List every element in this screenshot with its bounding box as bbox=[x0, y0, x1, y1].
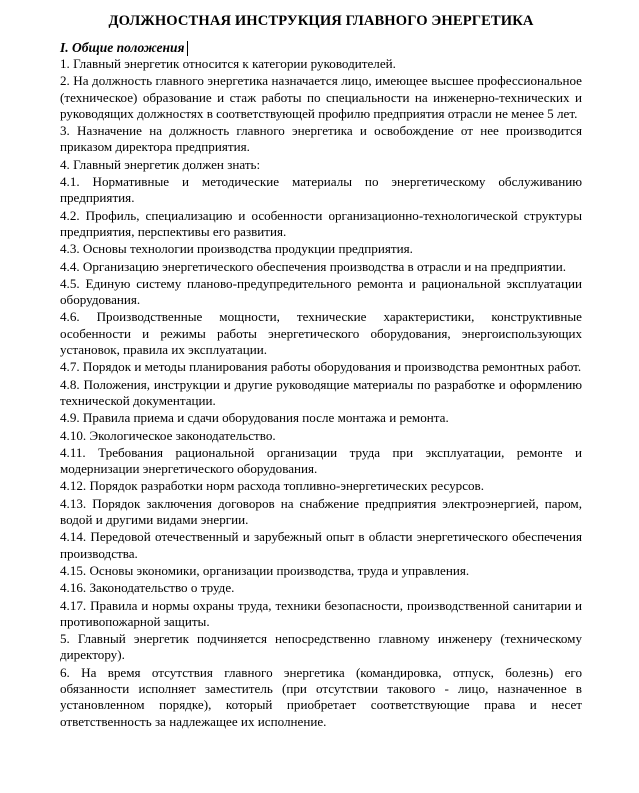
paragraph: 4.9. Правила приема и сдачи оборудования после монтажа и ремонта. bbox=[60, 410, 449, 426]
paragraph: 4.2. Профиль, специализацию и особенности организационно-технологической структуры предприятия, перспективы его развития. bbox=[60, 207, 582, 239]
document-title: ДОЛЖНОСТНАЯ ИНСТРУКЦИЯ ГЛАВНОГО ЭНЕРГЕТИКА bbox=[108, 13, 534, 29]
paragraph: 5. Главный энергетик подчиняется непосредственно главному инженеру (техническому директору). bbox=[60, 631, 582, 663]
section-heading bbox=[60, 40, 582, 56]
paragraph: 4.10. Экологическое законодательство. bbox=[60, 427, 276, 443]
paragraph: 4. Главный энергетик должен знать: bbox=[60, 156, 261, 172]
paragraph: 4.14. Передовой отечественный и зарубежный опыт в области энергетического обеспечения производства. bbox=[60, 529, 582, 561]
paragraph: 4.1. Нормативные и методические материалы по энергетическому обслуживанию предприятия. bbox=[60, 174, 582, 206]
paragraph: 2. На должность главного энергетика назначается лицо, имеющее высшее профессиональное (техническое) образование и стаж работы по специальности на инженерно-технических и руководящих должностях в соответствующей профилю предприятия отрасли не менее 5 лет. bbox=[60, 73, 582, 121]
paragraph: 4.5. Единую систему планово-предупредительного ремонта и рациональной эксплуатации оборудования. bbox=[60, 275, 582, 308]
paragraph: 1. Главный энергетик относится к категории руководителей. bbox=[60, 56, 396, 71]
paragraph: 4.7. Порядок и методы планирования работы оборудования и производства ремонтных работ. bbox=[60, 359, 582, 375]
paragraph: 6. На время отсутствия главного энергетика (командировка, отпуск, болезнь) его обязанности исполняет заместитель (при отсутствии такового - лицо, назначенное в установленном порядке), который приобретает соответствующие права и несет ответственность за надлежащее их исполнение. bbox=[60, 664, 582, 729]
paragraph: 4.15. Основы экономики, организации производства, труда и управления. bbox=[60, 562, 470, 578]
paragraph: 4.17. Правила и нормы охраны труда, техники безопасности, производственной санитарии и противопожарной защиты. bbox=[60, 597, 582, 629]
paragraph: 4.16. Законодательство о труде. bbox=[60, 580, 235, 596]
paragraph: 4.13. Порядок заключения договоров на снабжение предприятия электроэнергией, паром, водой и другими видами энергии. bbox=[60, 495, 582, 528]
paragraph: 4.6. Производственные мощности, технические характеристики, конструктивные особенности и режимы работы энергетического оборудования, энергоиспользующих установок, правила их эксплуатации. bbox=[60, 309, 582, 358]
paragraph: 4.12. Порядок разработки норм расхода топливно-энергетических ресурсов. bbox=[60, 478, 485, 494]
text-cursor bbox=[187, 41, 188, 56]
paragraph: 4.4. Организацию энергетического обеспечения производства в отрасли и на предприятии. bbox=[60, 258, 567, 274]
paragraph-list bbox=[60, 56, 582, 730]
section-heading-text: I. Общие положения bbox=[60, 40, 185, 55]
paragraph: 4.3. Основы технологии производства продукции предприятия. bbox=[60, 241, 413, 257]
paragraph: 4.8. Положения, инструкции и другие руководящие материалы по разработке и оформлению технической документации. bbox=[60, 376, 582, 408]
paragraph: 3. Назначение на должность главного энергетика и освобождение от нее производится приказом директора предприятия. bbox=[60, 123, 582, 155]
paragraph: 4.11. Требования рациональной организации труда при эксплуатации, ремонте и модернизации энергетического оборудования. bbox=[60, 444, 582, 477]
